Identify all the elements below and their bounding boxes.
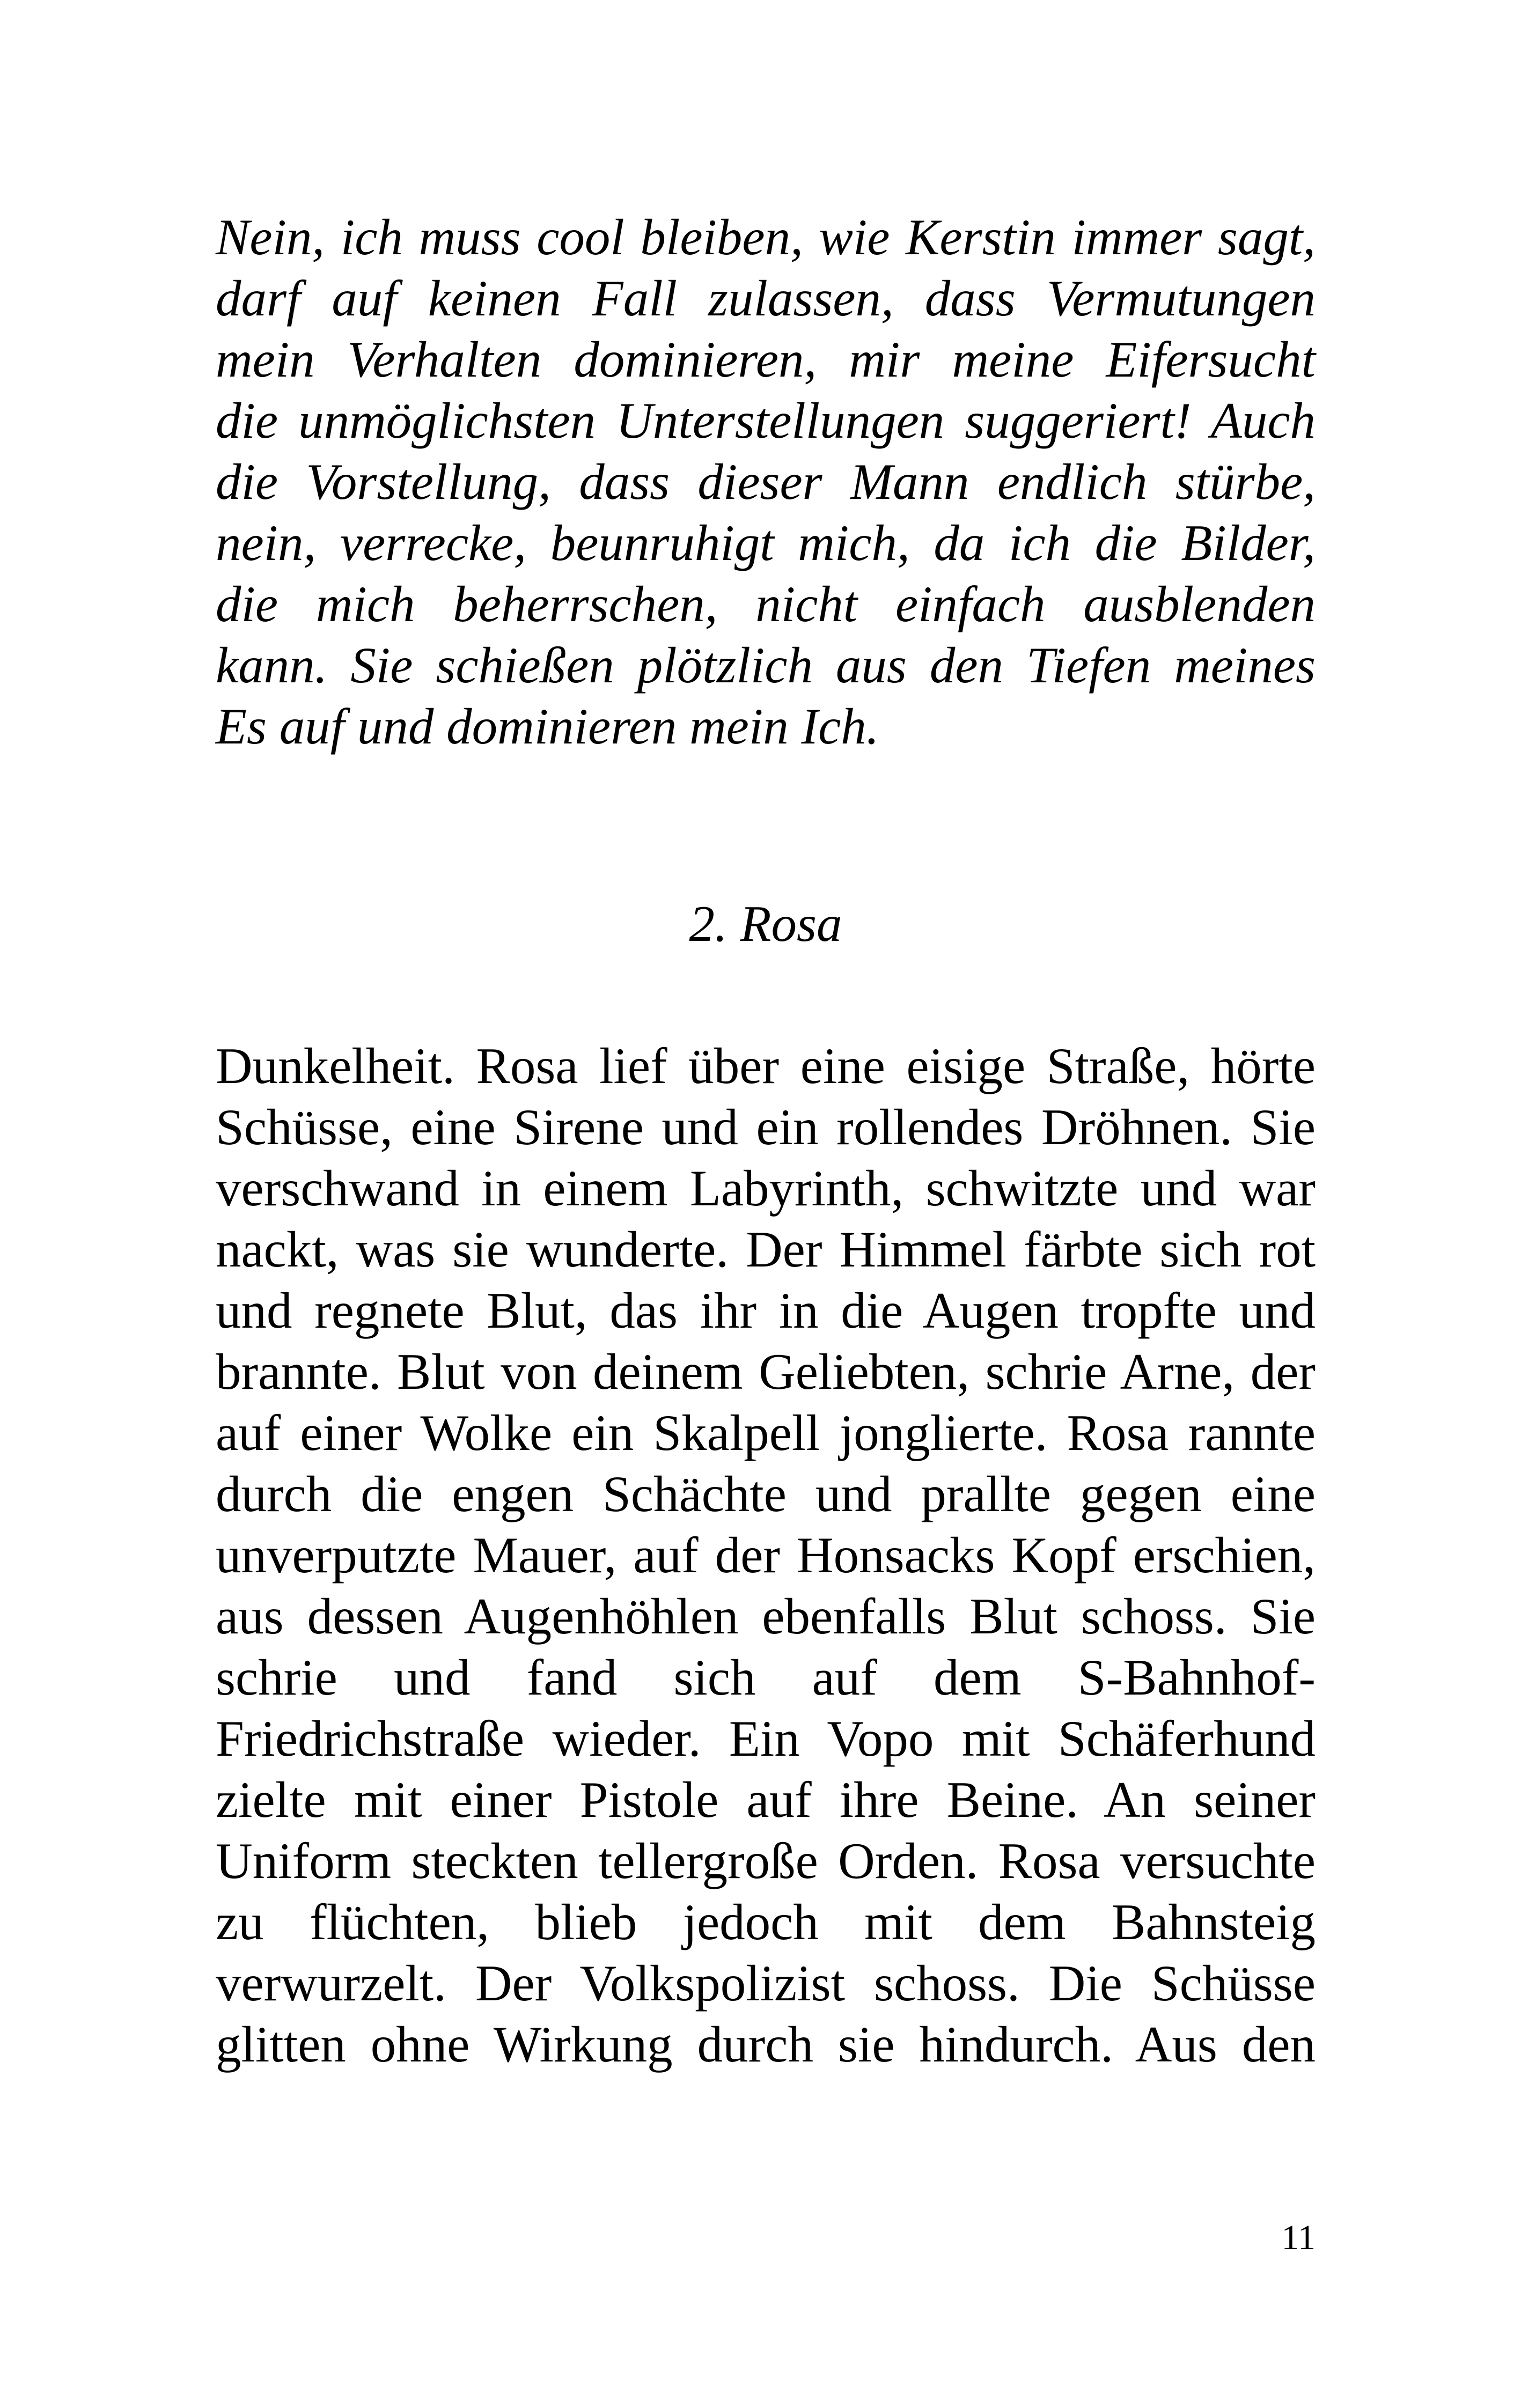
italic-line: die mich beherrschen, nicht einfach ausblenden <box>216 576 1316 632</box>
italic-line: die Vorstellung, dass dieser Mann endlich stürbe, <box>216 453 1316 510</box>
body-line: Uniform steckten tellergroße Orden. Rosa versuchte <box>216 1832 1316 1889</box>
body-line: Dunkelheit. Rosa lief über eine eisige Straße, hörte <box>216 1037 1316 1094</box>
body-line: Schüsse, eine Sirene und ein rollendes Dröhnen. Sie <box>216 1099 1316 1155</box>
body-passage <box>216 1035 1316 2075</box>
italic-line: die unmöglichsten Unterstellungen suggeriert! Auch <box>216 392 1316 449</box>
body-line: durch die engen Schächte und prallte gegen eine <box>216 1466 1316 1522</box>
italic-line: kann. Sie schießen plötzlich aus den Tiefen meines <box>216 637 1316 694</box>
body-line: unverputzte Mauer, auf der Honsacks Kopf erschien, <box>216 1527 1316 1584</box>
body-line: schrie und fand sich auf dem S-Bahnhof- <box>216 1649 1316 1706</box>
body-line: verwurzelt. Der Volkspolizist schoss. Die Schüsse <box>216 1955 1316 2012</box>
body-line: zu flüchten, blieb jedoch mit dem Bahnsteig <box>216 1894 1316 1950</box>
body-line: zielte mit einer Pistole auf ihre Beine. An seiner <box>216 1771 1316 1828</box>
body-line: brannte. Blut von deinem Geliebten, schrie Arne, der <box>216 1343 1316 1400</box>
italic-line: nein, verrecke, beunruhigt mich, da ich die Bilder, <box>216 514 1316 571</box>
italic-line: Es auf und dominieren mein Ich. <box>216 698 879 755</box>
italic-line: mein Verhalten dominieren, mir meine Eifersucht <box>216 331 1316 388</box>
page-number: 11 <box>1281 2218 1316 2257</box>
body-line: auf einer Wolke ein Skalpell jonglierte. Rosa rannte <box>216 1404 1316 1461</box>
body-line: Friedrichstraße wieder. Ein Vopo mit Schäferhund <box>216 1710 1316 1767</box>
body-line: aus dessen Augenhöhlen ebenfalls Blut schoss. Sie <box>216 1588 1316 1645</box>
body-line: und regnete Blut, das ihr in die Augen tropfte und <box>216 1282 1316 1339</box>
body-line: nackt, was sie wunderte. Der Himmel färbte sich rot <box>216 1221 1316 1278</box>
chapter-heading: 2. Rosa <box>689 895 842 952</box>
body-line: verschwand in einem Labyrinth, schwitzte und war <box>216 1160 1316 1217</box>
italic-line: Nein, ich muss cool bleiben, wie Kerstin immer sagt, <box>216 209 1316 266</box>
italic-passage <box>216 207 1316 757</box>
body-line: glitten ohne Wirkung durch sie hindurch. Aus den <box>216 2016 1316 2073</box>
italic-line: darf auf keinen Fall zulassen, dass Vermutungen <box>216 270 1316 327</box>
